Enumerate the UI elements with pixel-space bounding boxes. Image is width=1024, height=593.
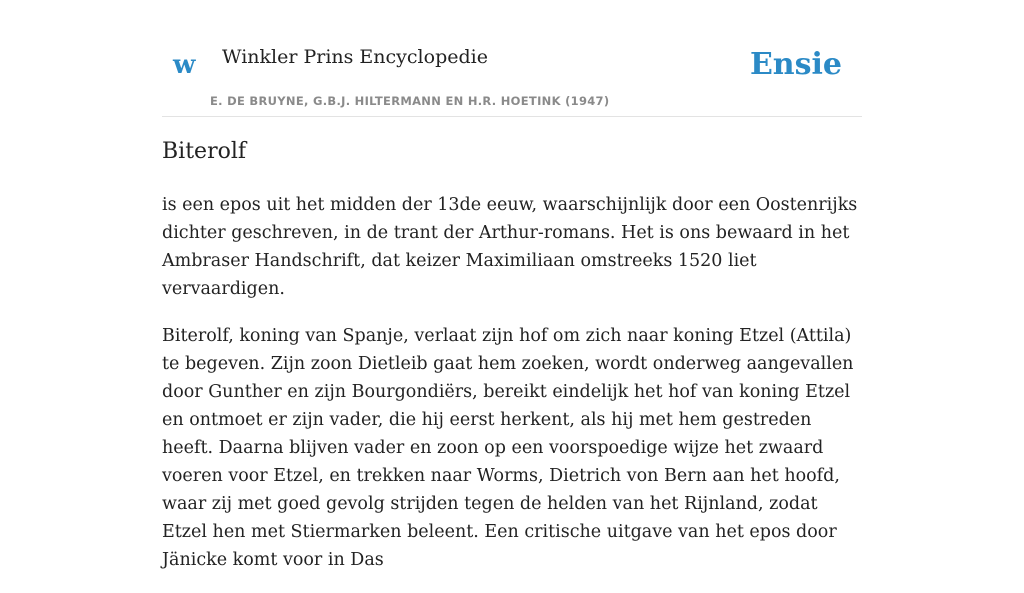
- entry-title: Biterolf: [162, 139, 247, 164]
- article-paragraph: Biterolf, koning van Spanje, verlaat zijn hof om zich naar koning Etzel (Attila) te begeven. Zijn zoon Dietleib gaat hem zoeken, wordt onderweg aangevallen door Gunther en zijn Bourgondiërs, bereikt eindelijk het hof van koning Etzel en ontmoet er zijn vader, die hij eerst herkent, als hij met hem gestreden heeft. Daarna blijven vader en zoon op een voorspoedige wijze het zwaard voeren voor Etzel, en trekken naar Worms, Dietrich von Bern aan het hoofd, waar zij met goed gevolg strijden tegen de helden van het Rijnland, zodat Etzel hen met Stiermarken beleent. Een critische uitgave van het epos door Jänicke komt voor in Das: [162, 325, 854, 570]
- ensie-brand-link[interactable]: Ensie: [749, 47, 842, 82]
- encyclopedia-logo-icon[interactable]: w: [173, 50, 196, 80]
- article-paragraph: is een epos uit het midden der 13de eeuw, waarschijnlijk door een Oostenrijks dichter geschreven, in de trant der Arthur-romans. Het is ons bewaard in het Ambraser Handschrift, dat keizer Maximiliaan omstreeks 1520 liet vervaardigen.: [162, 194, 858, 299]
- book-authors: E. DE BRUYNE, G.B.J. HILTERMANN EN H.R. HOETINK (1947): [210, 94, 610, 108]
- book-title[interactable]: Winkler Prins Encyclopedie: [222, 46, 488, 68]
- encyclopedia-header: [162, 0, 862, 117]
- article-content: [162, 138, 862, 593]
